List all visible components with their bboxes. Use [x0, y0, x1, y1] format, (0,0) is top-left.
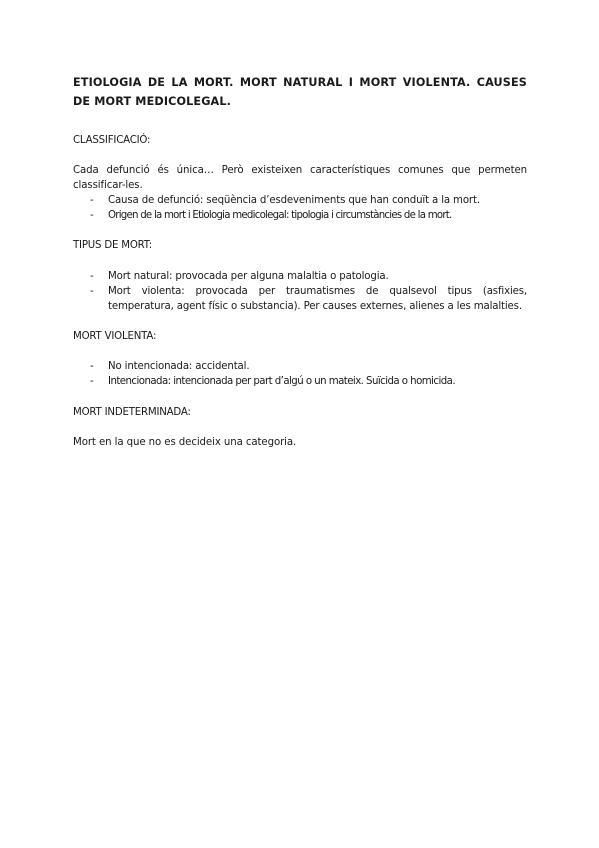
bullet-list	[73, 359, 527, 389]
bullet-list	[73, 269, 527, 314]
list-item-text: Mort violenta: provocada per traumatismes de qualsevol tipus (asfixies, temperatura, agent físic o substancia). Per causes externes, alienes a les malalties.	[108, 286, 527, 312]
section-classificacio	[73, 134, 527, 223]
section-heading: MORT VIOLENTA:	[73, 331, 157, 342]
list-item-text: Intencionada: intencionada per part d’algú o un mateix. Suïcida o homicida.	[108, 376, 456, 387]
section-tipus-de-mort	[73, 239, 527, 314]
section-mort-violenta	[73, 330, 527, 389]
dash-marker: -	[90, 271, 94, 282]
list-item	[73, 359, 527, 374]
list-item	[73, 374, 527, 389]
bullet-list	[73, 193, 527, 223]
list-item	[73, 269, 527, 284]
list-item	[73, 284, 527, 314]
section-paragraph: Cada defunció és única… Però existeixen característiques comunes que permeten classificar-les.	[73, 165, 527, 191]
list-item-text: Causa de defunció: seqüència d’esdeveniments que han conduït a la mort.	[108, 195, 480, 206]
list-item-text: No intencionada: accidental.	[108, 361, 250, 372]
dash-marker: -	[90, 210, 94, 221]
list-item-text: Origen de la mort i Etiologia medicolegal: tipologia i circumstàncies de la mort.	[108, 210, 452, 221]
dash-marker: -	[90, 376, 94, 387]
dash-marker: -	[90, 195, 94, 206]
section-mort-indeterminada	[73, 406, 527, 450]
section-heading: TIPUS DE MORT:	[73, 240, 152, 251]
section-heading: CLASSIFICACIÓ:	[73, 135, 151, 146]
section-heading: MORT INDETERMINADA:	[73, 407, 191, 418]
list-item-text: Mort natural: provocada per alguna malaltia o patologia.	[108, 271, 389, 282]
dash-marker: -	[90, 361, 94, 372]
list-item	[73, 208, 527, 223]
list-item	[73, 193, 527, 208]
document-page	[73, 73, 527, 450]
document-title: ETIOLOGIA DE LA MORT. MORT NATURAL I MORT VIOLENTA. CAUSES DE MORT MEDICOLEGAL.	[73, 76, 527, 108]
dash-marker: -	[90, 286, 94, 297]
section-paragraph: Mort en la que no es decideix una categoria.	[73, 437, 297, 448]
